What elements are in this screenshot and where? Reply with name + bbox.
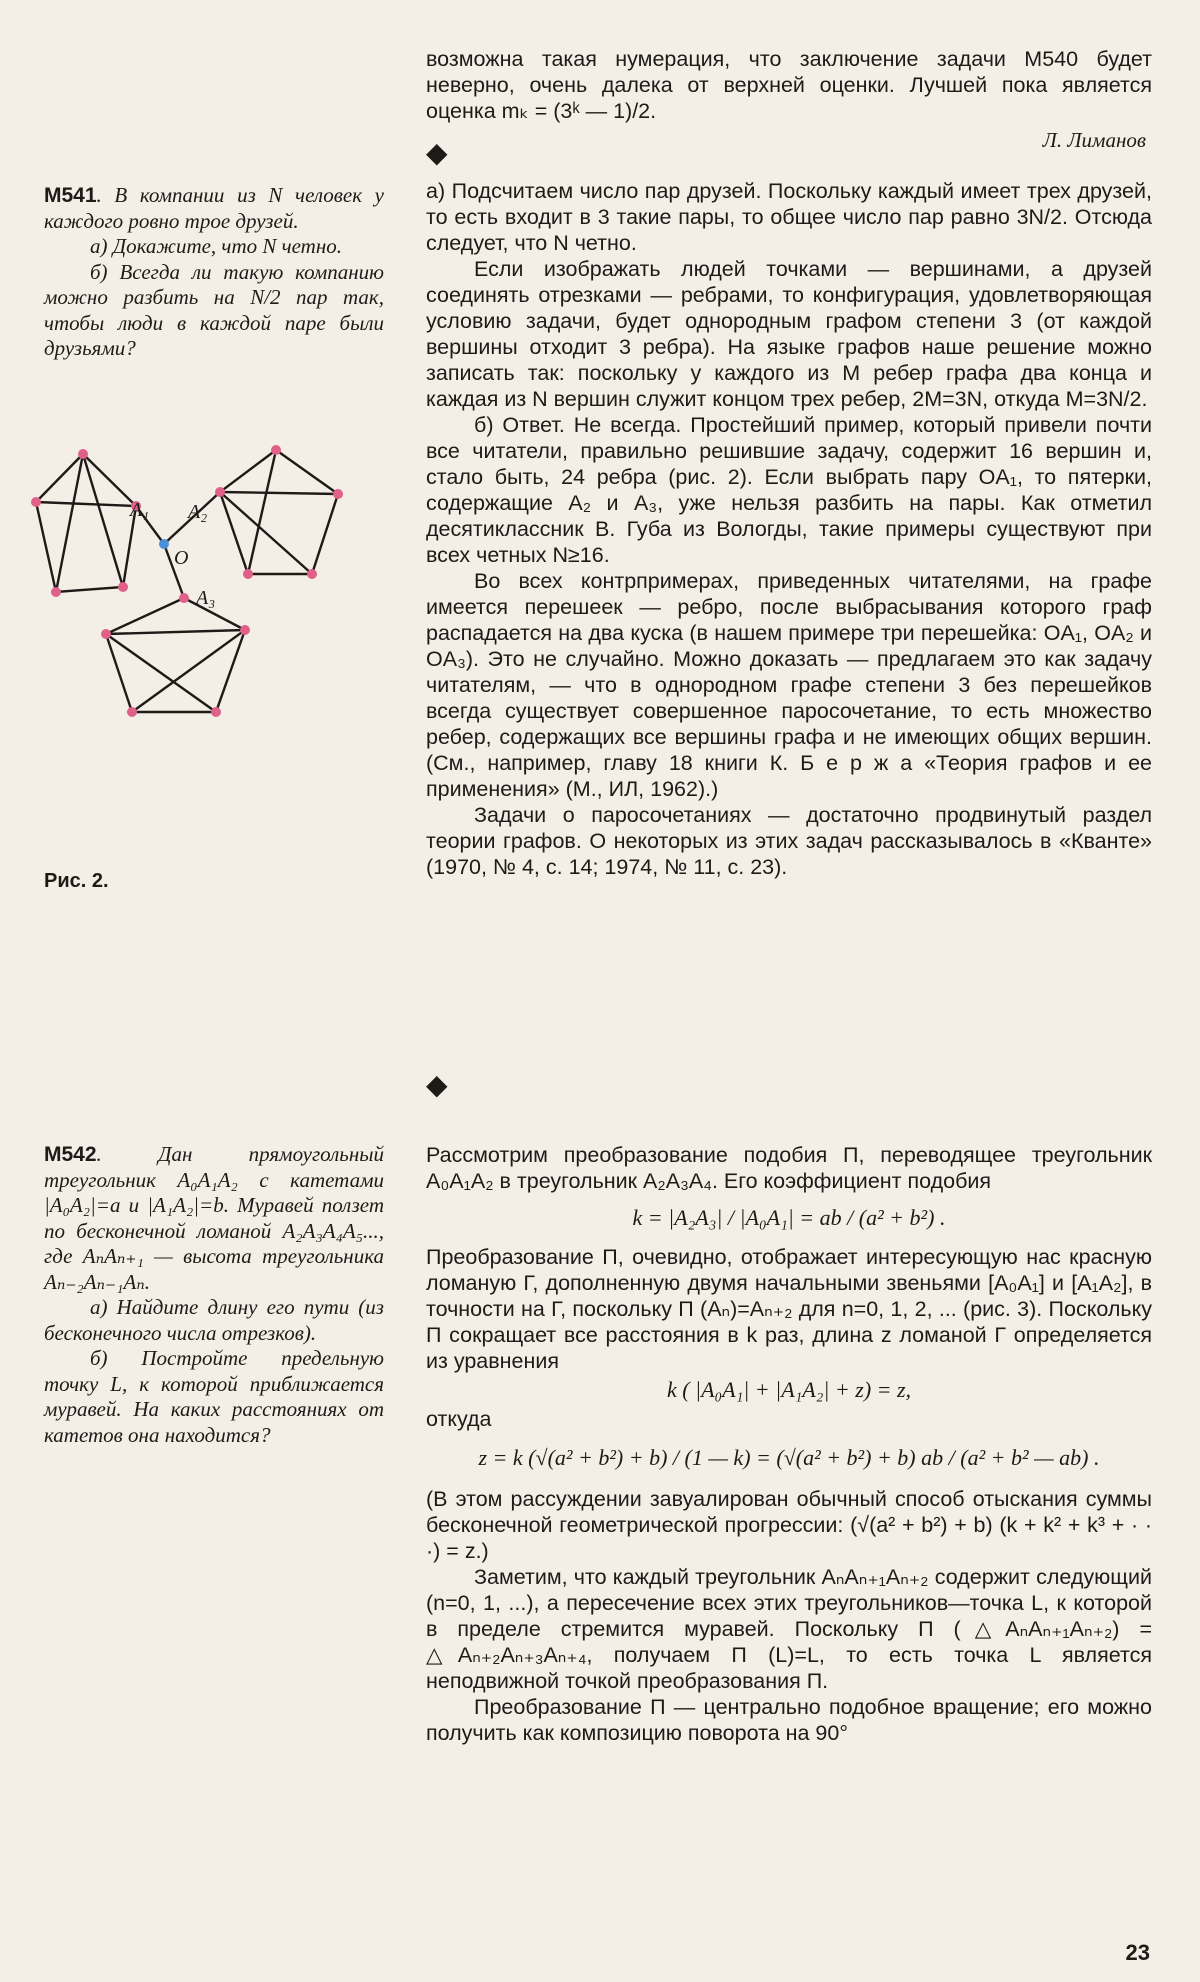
m541-problem [44, 183, 384, 362]
m542-solution-mid: Преобразование П, очевидно, отображает интересующую нас красную ломаную Г, дополненную двумя начальными звеньями [A₀A₁] и [A₁A₂], в точности на Г, поскольку П (Aₙ)=Aₙ₊₂ для n=0, 1, 2, ... (рис. 3). Поскольку П сокращает все расстояния в k раз, длина z ломаной Г определяется из уравнения [426, 1245, 1152, 1373]
m541-statement: М541. В компании из N человек у каждого ровно трое друзей. [44, 183, 384, 233]
m541-part-a: а) Докажите, что N четно. [90, 234, 343, 258]
author-signature: Л. Лиманов [1042, 128, 1146, 152]
graph-edges [36, 450, 338, 712]
m541-solution-b: б) Ответ. Не всегда. Простейший пример, который привели почти все читатели, правильно решившие задачу, содержит 16 вершин и, стало быть, 24 ребра (рис. 2). Если выбрать пару OA₁, то пятерки, содержащие A₂ и A₃, уже нельзя разбить на пары. Как отметил десятиклассник В. Губа из Вологды, такие примеры существуют при всех четных N≥16. [426, 413, 1152, 567]
m542-statement-text: Дан прямоугольный треугольник A₀A₁A₂ с катетами |A₀A₂|=a и |A₁A₂|=b. Муравей ползет по бесконечной ломаной A₂A₃A₄A₅..., где AₙAₙ₊₁ — высота треугольника Aₙ₋₂Aₙ₋₁Aₙ. [44, 1142, 384, 1294]
m542-id: М542 [44, 1143, 97, 1166]
page-number: 23 [1125, 1940, 1150, 1965]
figure-2-caption: Рис. 2. [44, 870, 109, 892]
label-o: O [174, 547, 189, 569]
m542-part-a: а) Найдите длину его пути (из бесконечного числа отрезков). [44, 1295, 384, 1345]
m542-statement: М542. Дан прямоугольный треугольник A₀A₁A₂ с катетами |A₀A₂|=a и |A₁A₂|=b. Муравей ползет по бесконечной ломаной A₂A₃A₄A₅..., где AₙAₙ₊₁ — высота треугольника Aₙ₋₂Aₙ₋₁Aₙ. [44, 1142, 384, 1294]
m541-solution-a: а) Подсчитаем число пар друзей. Поскольку каждый имеет трех друзей, то есть входит в 3 такие пары, то общее число пар равно 3N/2. Отсюда следует, что N четно. [426, 179, 1152, 255]
m542-problem [44, 1142, 384, 1448]
m541-solution-matchings: Задачи о паросочетаниях — достаточно продвинутый раздел теории графов. О некоторых из этих задач рассказывалось в «Кванте» (1970, № 4, с. 14; 1974, № 11, с. 23). [426, 803, 1152, 879]
m541-solution [426, 178, 1152, 880]
center-vertex-o [159, 539, 169, 549]
m541-solution-graphs: Если изображать людей точками — вершинами, а друзей соединять отрезками — ребрами, то конфигурация, удовлетворяющая условию задачи, будет однородным графом степени 3 (от каждой вершины отходит 3 ребра). На языке графов наше решение можно записать так: поскольку у каждого из M ребер графа два конца и каждая из N вершин служит концом трех ребер, 2M=3N, откуда M=3N/2. [426, 257, 1152, 411]
m541-statement-text: В компании из N человек у каждого ровно трое друзей. [44, 183, 384, 233]
m542-whence: откуда [426, 1407, 492, 1431]
formula-z: z = k (√(a² + b²) + b) / (1 — k) = (√(a² + b²) + b) ab / (a² + b² — ab) . [478, 1445, 1100, 1470]
label-a3: A₃ [196, 587, 216, 609]
formula-equation: k ( |A₀A₁| + |A₁A₂| + z) = z, [666, 1377, 912, 1402]
label-a1: A₁ [130, 499, 150, 521]
figure-2-graph [20, 430, 390, 870]
m542-para-fixed-point: Заметим, что каждый треугольник AₙAₙ₊₁Aₙ₊₂ содержит следующий (n=0, 1, ...), а пересечение всех этих треугольников—точка L, к которой в пределе стремится муравей. Поскольку П (△AₙAₙ₊₁Aₙ₊₂) = △Aₙ₊₂Aₙ₊₃Aₙ₊₄, получаем П (L)=L, то есть точка L является неподвижной точкой преобразования П. [426, 1565, 1152, 1693]
m540-continuation [426, 46, 1152, 153]
m542-para-rotation: Преобразование П — центрально подобное вращение; его можно получить как композицию поворота на 90° [426, 1695, 1152, 1745]
label-a2: A₂ [188, 501, 208, 523]
continuation-text: возможна такая нумерация, что заключение задачи М540 будет неверно, очень далека от верхней оценки. Лучшей пока является оценка mₖ = (3ᵏ — 1)/2. [426, 47, 1152, 123]
section-separator-diamond-2: ◆ [426, 1070, 448, 1101]
formula-k: k = |A₂A₃| / |A₀A₁| = ab / (a² + b²) . [632, 1205, 946, 1230]
m541-id: М541 [44, 184, 97, 207]
m542-solution [426, 1142, 1152, 1746]
m541-part-b: б) Всегда ли такую компанию можно разбить на N/2 пар так, чтобы люди в каждой паре были друзьями? [44, 259, 384, 360]
m542-remark: (В этом рассуждении завуалирован обычный способ отыскания суммы бесконечной геометрической прогрессии: (√(a² + b²) + b) (k + k² + k³ + · · ·) = z.) [426, 1487, 1152, 1563]
m541-solution-bridges: Во всех контрпримерах, приведенных читателями, на графе имеется перешеек — ребро, после выбрасывания которого граф распадается на два куска (в нашем примере три перешейка: OA₁, OA₂ и OA₃). Это не случайно. Можно доказать — предлагаем это как задачу читателям, — что в однородном графе степени 3 без перешейков всегда существует совершенное паросочетание, то есть множество ребер, содержащих все вершины графа и не имеющих общих вершин. (См., например, главу 18 книги К. Б е р ж а «Теория графов и ее применения» (М., ИЛ, 1962).) [426, 569, 1152, 801]
m542-part-b: б) Постройте предельную точку L, к которой приближается муравей. На каких расстояниях от катетов она находится? [44, 1346, 384, 1447]
section-separator-diamond: ◆ [426, 138, 448, 169]
m542-solution-intro: Рассмотрим преобразование подобия П, переводящее треугольник A₀A₁A₂ в треугольник A₂A₃A₄. Его коэффициент подобия [426, 1143, 1152, 1193]
